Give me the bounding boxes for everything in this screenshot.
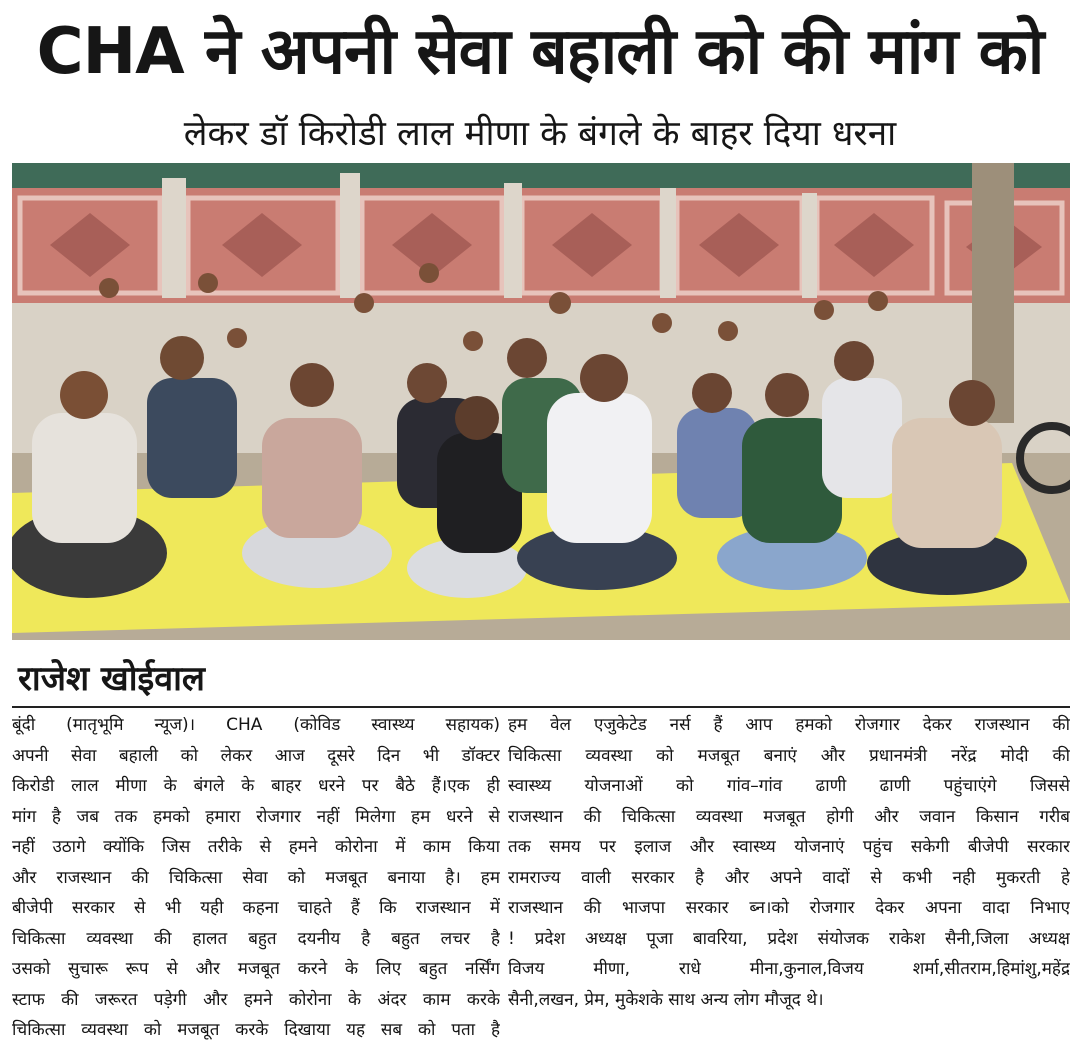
body-line: किरोडी लाल मीणा के बंगले के बाहर धरने पर बैठे हैं।एक ही <box>12 776 500 796</box>
body-line: नहीं उठागे क्योंकि जिस तरीके से हमने कोरोना में काम किया <box>12 837 500 857</box>
body-line: उसको सुचारू रूप से और मजबूत करने के लिए बहुत नर्सिंग <box>12 959 500 979</box>
body-line: राजस्थान की चिकित्सा व्यवस्था मजबूत होगी और जवान किसान गरीब <box>508 806 1070 827</box>
body-line: चिकित्सा व्यवस्था को मजबूत बनाएं और प्रधानमंत्री नरेंद्र मोदी की <box>508 745 1070 766</box>
body-line: सैनी,लखन, प्रेम, मुकेशके साथ अन्य लोग मौजूद थे। <box>508 989 824 1010</box>
body-line: तक समय पर इलाज और स्वास्थ्य योजनाएं पहुंच सकेगी बीजेपी सरकार <box>508 837 1070 857</box>
body-column-right <box>508 710 1070 1050</box>
body-line: विजय मीणा, राधे मीना,कुनाल,विजय शर्मा,सीतराम,हिमांशु,महेंद्र <box>508 959 1070 979</box>
byline: राजेश खोईवाल <box>18 659 205 699</box>
body-line: ! प्रदेश अध्यक्ष पूजा बावरिया, प्रदेश संयोजक राकेश सैनी,जिला अध्यक्ष <box>508 928 1070 949</box>
divider <box>12 706 1070 708</box>
body-line: अपनी सेवा बहाली को लेकर आज दूसरे दिन भी डॉक्टर <box>12 745 500 766</box>
protest-photo-icon <box>12 163 1070 640</box>
subheadline: लेकर डॉ किरोडी लाल मीणा के बंगले के बाहर दिया धरना <box>183 114 897 154</box>
body-line: स्टाफ की जरूरत पड़ेगी और हमने कोरोना के अंदर काम करके <box>12 989 500 1010</box>
body-column-left <box>12 710 500 1050</box>
body-line: स्वास्थ्य योजनाओं को गांव–गांव ढाणी ढाणी पहुंचाएंगे जिससे <box>508 776 1070 796</box>
body-line: बूंदी (मातृभूमि न्यूज)। CHA (कोविड स्वास्थ्य सहायक) <box>12 715 500 735</box>
body-line: हम वेल एजुकेटेड नर्स हैं आप हमको रोजगार देकर राजस्थान की <box>508 715 1070 735</box>
body-line: और राजस्थान की चिकित्सा सेवा को मजबूत बनाया है। हम <box>12 867 500 888</box>
body-line: राजस्थान की भाजपा सरकार ब्न।को रोजगार देकर अपना वादा निभाए <box>508 898 1070 918</box>
body-line: बीजेपी सरकार से भी यही कहना चाहते हैं कि राजस्थान में <box>12 898 500 918</box>
body-line: मांग है जब तक हमको हमारा रोजगार नहीं मिलेगा हम धरने से <box>12 806 500 827</box>
body-line: रामराज्य वाली सरकार है और अपने वादों से कभी नही मुकरती हे <box>508 867 1070 888</box>
headline: CHA ने अपनी सेवा बहाली को की मांग को <box>36 15 1044 89</box>
body-line: चिकित्सा व्यवस्था की हालत बहुत दयनीय है बहुत लचर है <box>12 928 500 949</box>
protest-photo <box>12 163 1070 640</box>
body-line: चिकित्सा व्यवस्था को मजबूत करके दिखाया यह सब को पता है <box>12 1020 500 1040</box>
